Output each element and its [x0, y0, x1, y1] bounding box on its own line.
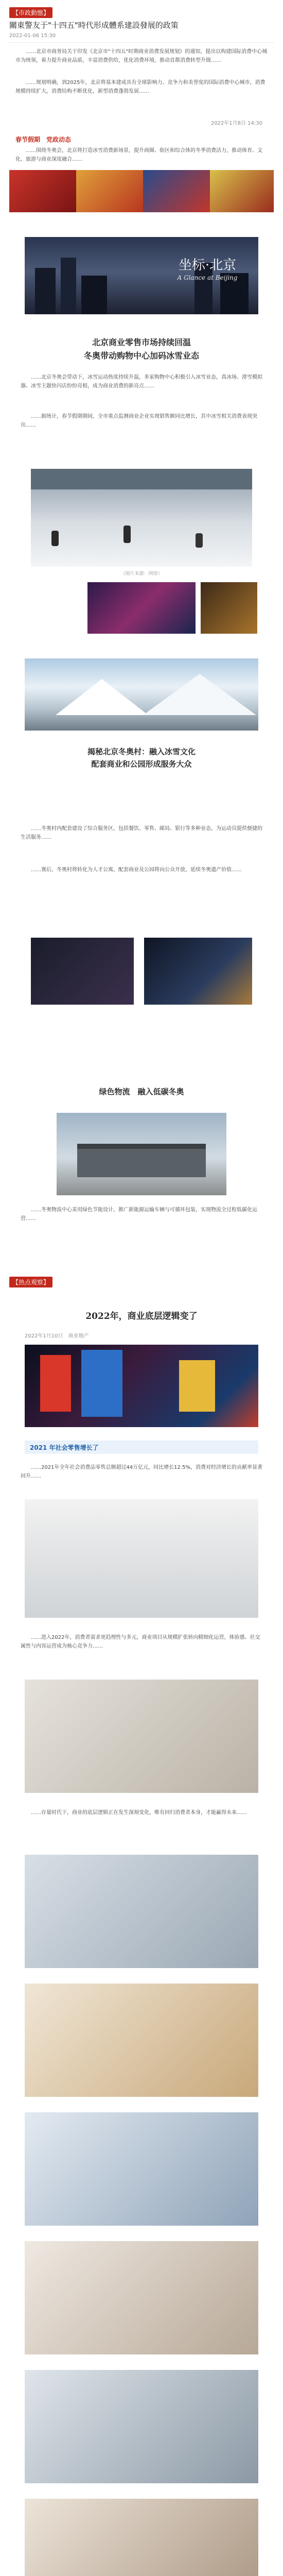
paragraph: ……据统计，春节假期期间，全市重点监测商业企业实现销售额同比增长，其中冰雪相关消费表现突出……	[21, 414, 257, 428]
chart-image	[25, 1499, 258, 1618]
article-heading: 揭秘北京冬奥村：融入冰雪文化	[87, 747, 196, 756]
article-heading: 绿色物流 融入低碳冬奥	[99, 1087, 184, 1096]
paragraph: ……围绕冬奥会，北京将打造冰雪消费新场景，提升商圈、街区和综合体的冬季消费活力，推动体育、文化、旅游与商业深度融合……	[15, 148, 262, 162]
article-heading: 配套商业和公园形成服务大众	[91, 759, 192, 769]
article-title: 關東警友于"十四五"時代形成體系建設發展的政策	[9, 21, 179, 30]
article-meta: 2022年1月10日 商业地产	[25, 1333, 89, 1339]
paragraph: ……存量时代下，商业的底层逻辑正在发生深刻变化，唯有回归消费者本身，才能赢得未来……	[31, 1810, 247, 1816]
village-photo	[31, 938, 134, 1005]
article-date: 2022年1月8日 14:30	[210, 121, 262, 126]
logistics-center-photo	[57, 1113, 226, 1195]
subsection-title: 2021 年社会零售增长了	[30, 1444, 99, 1451]
section-tag: 【市政動態】	[9, 7, 52, 18]
retail-photo	[25, 2241, 258, 2354]
mall-photo	[25, 1680, 258, 1793]
event-photo	[87, 582, 196, 634]
event-photo	[201, 582, 257, 634]
store-interior-photo	[25, 1984, 258, 2097]
shopping-street-photo	[25, 1855, 258, 1968]
paragraph: ……冬奥村内配套建设了综合服务区，包括餐饮、零售、邮局、银行等多种业态，为运动员提供便捷的生活服务……	[21, 826, 262, 840]
paragraph: ……进入2022年，消费者需求更趋理性与多元，商业项目从规模扩张转向精细化运营，体验感、社交属性与内容运营成为核心竞争力……	[21, 1635, 260, 1649]
village-photo	[144, 938, 252, 1005]
atrium-photo	[25, 2370, 258, 2483]
plaza-photo	[25, 2112, 258, 2226]
divider	[9, 42, 274, 43]
article-heading: 冬奥带动购物中心加码冰雪业态	[83, 351, 199, 361]
food-court-photo	[25, 2499, 258, 2576]
section-tag: 【热点观察】	[9, 1277, 52, 1287]
photo-collage	[9, 170, 274, 212]
paragraph: ……赛后，冬奥村将转化为人才公寓，配套商业及公园将向公众开放，延续冬奥遗产价值……	[31, 867, 242, 873]
photo-caption: （图片来源：网络）	[120, 571, 163, 577]
subsection-bar	[25, 1440, 258, 1454]
section-heading: 春节假期 党政动态	[15, 136, 72, 143]
paragraph: ……冬奥物流中心采用绿色节能设计，推广新能源运输车辆与可循环包装，实现物流全过程低碳化运营……	[21, 1207, 257, 1222]
paragraph: ……规划明确，到2025年，北京将基本建成具有全球影响力、竞争力和美誉度的国际消费中心城市，消费规模持续扩大，消费结构不断优化，新型消费蓬勃发展……	[15, 80, 266, 94]
paragraph: ……北京市商务局关于印发《北京市"十四五"时期商业消费发展规划》的通知，提出以构建国际消费中心城市为统领，着力提升商业品质，丰富消费供给，优化消费环境，推动首都消费转型升级……	[15, 49, 268, 63]
banner-title: 坐标·北京	[178, 258, 237, 273]
article-meta: 2022-01-06 15:30	[9, 33, 56, 39]
ice-rink-photo	[31, 469, 252, 567]
paragraph: ……北京冬奥会带动下，冰雪运动热度持续升温，多家购物中心积极引入冰雪业态，真冰场、滑雪模拟器、冰雪主题快闪店纷纷亮相，成为商业消费的新亮点……	[21, 375, 262, 389]
article-heading: 北京商业零售市场持续回温	[92, 337, 191, 347]
banner-image	[25, 237, 258, 314]
article-heading: 2022年，商业底层逻辑变了	[85, 1311, 198, 1321]
times-square-photo	[25, 1345, 258, 1427]
paragraph: ……2021年全年社会消费品零售总额超过44万亿元，同比增长12.5%，消费对经济增长的贡献率显著回升……	[21, 1465, 262, 1479]
banner-subtitle: A Glance at Beijing	[177, 274, 238, 281]
snow-mountain-photo	[25, 658, 258, 731]
